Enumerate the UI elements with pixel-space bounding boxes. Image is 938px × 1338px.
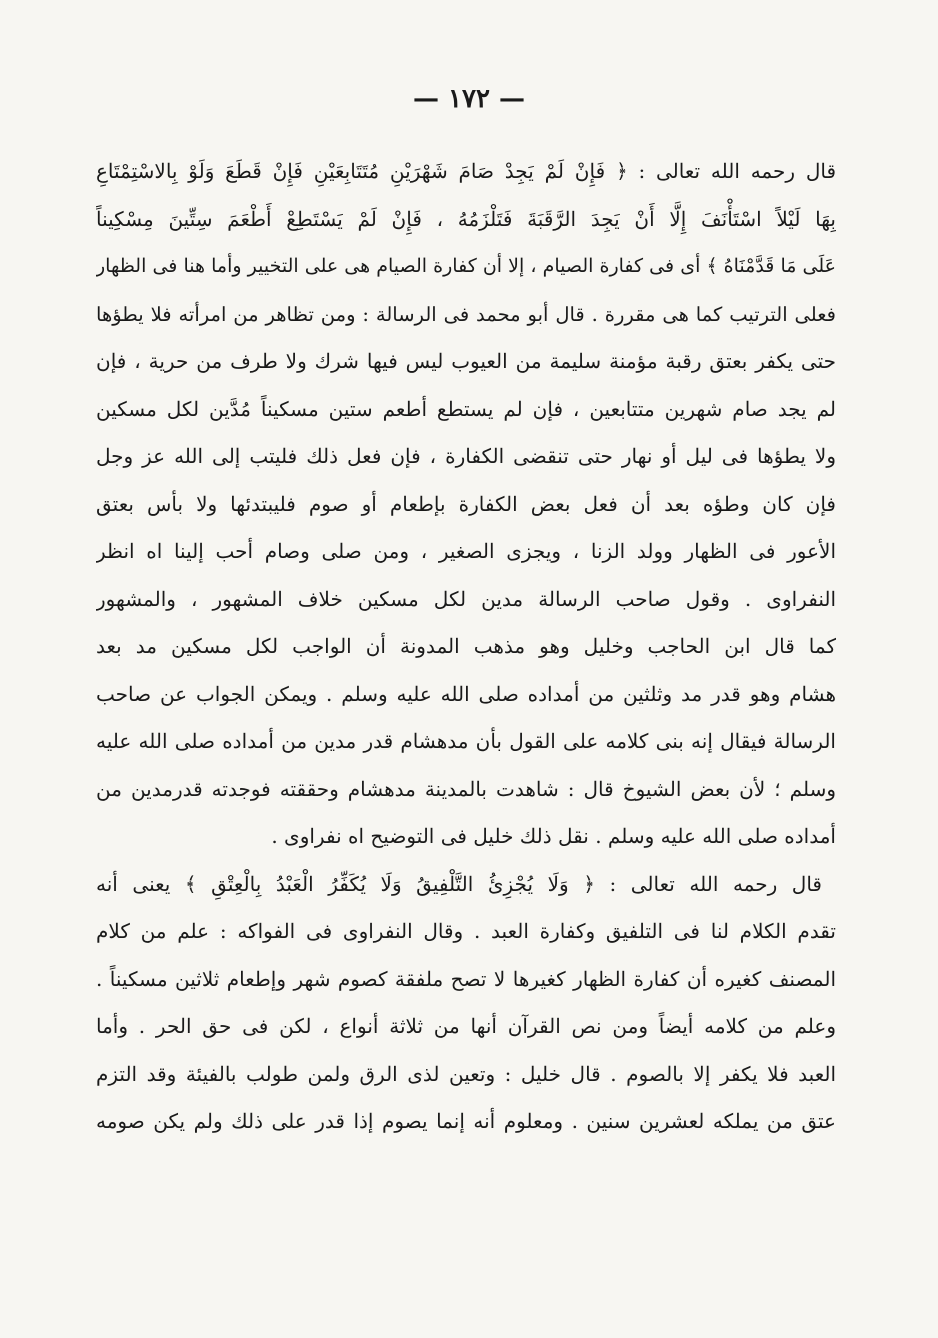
text-line: كما قال ابن الحاجب وخليل وهو مذهب المدونة أن الواجب لكل مسكين مد بعد (96, 634, 836, 658)
text-line: وعلم من كلامه أيضاً ومن نص القرآن أنها من ثلاثة أنواع ، لكن فى حق الحر . وأما (96, 1014, 836, 1038)
text-line: الأعور فى الظهار وولد الزنا ، ويجزى الصغير ، ومن صلى وصام أحب إلينا اه انظر (96, 539, 836, 563)
text-line: المصنف كغيره أن كفارة الظهار كغيرها لا تصح ملفقة كصوم شهر وإطعام ثلاثين مسكيناً . (96, 966, 836, 991)
text-line: هشام وهو قدر مد وثلثين من أمداده صلى الله عليه وسلم . ويمكن الجواب عن صاحب (96, 681, 836, 706)
text-line: فإن كان وطؤه بعد أن فعل بعض الكفارة بإطعام أو صوم فليبتدئها ولا بأس بعتق (96, 491, 836, 516)
page-number: — ١٧٢ — (412, 84, 526, 114)
body-text (96, 148, 836, 1146)
text-line: حتى يكفر بعتق رقبة مؤمنة سليمة من العيوب ليس فيها شرك ولا طرف من حرية ، فإن (96, 349, 836, 373)
text-line: الرسالة فيقال إنه بنى كلامه على القول بأن مدهشام قدر مدين من أمداده صلى الله عليه (96, 729, 836, 753)
text-line: بِهَا لَيْلاً اسْتَأْنَفَ إِلَّا أَنْ يَجِدَ الرَّقَبَةَ فَتَلْزَمُهُ ، فَإِنْ لَمْ يَسْتَطِعْ أَطْعَمَ سِتِّينَ مِسْكِيناً (96, 206, 836, 231)
text-line: النفراوى . وقول صاحب الرسالة مدين لكل مسكين خلاف المشهور ، والمشهور (96, 586, 836, 611)
text-line: قال رحمه الله تعالى : ﴿ وَلَا يُجْزِئُ التَّلْفِيقُ وَلَا يُكَفِّرُ الْعَبْدُ بِالْعِتْقِ ﴾ يعنى أنه (96, 871, 822, 896)
text-line: عتق من يملكه لعشرين سنين . ومعلوم أنه إنما يصوم إذا قدر على ذلك ولم يكن صومه (96, 1109, 836, 1133)
text-line: تقدم الكلام لنا فى التلفيق وكفارة العبد . وقال النفراوى فى الفواكه : علم من كلام (96, 919, 836, 943)
text-line: العبد فلا يكفر إلا بالصوم . قال خليل : وتعين لذى الرق ولمن طولب بالفيئة وقد التزم (96, 1061, 836, 1086)
text-line: لم يجد صام شهرين متتابعين ، فإن لم يستطع أطعم ستين مسكيناً مُدَّين لكل مسكين (96, 396, 836, 421)
text-line: عَلَى مَا قَدَّمْنَاهُ ﴾ أى فى كفارة الصيام ، إلا أن كفارة الصيام هى على التخيير وأما هنا فى الظهار (96, 255, 836, 277)
text-line: قال رحمه الله تعالى : ﴿ فَإِنْ لَمْ يَجِدْ صَامَ شَهْرَيْنِ مُتَتَابِعَيْنِ فَإِنْ قَطَعَ وَلَوْ بِالاسْتِمْتَاعِ (96, 159, 836, 183)
text-line: وسلم ؛ لأن بعض الشيوخ قال : شاهدت بالمدينة مدهشام وحققته فوجدته قدرمدين من (96, 776, 836, 801)
text-line: فعلى الترتيب كما هى مقررة . قال أبو محمد فى الرسالة : ومن تظاهر من امرأته فلا يطؤها (96, 302, 836, 326)
text-line: أمداده صلى الله عليه وسلم . نقل ذلك خليل فى التوضيح اه نفراوى . (271, 824, 836, 848)
text-line: ولا يطؤها فى ليل أو نهار حتى تنقضى الكفارة ، فإن فعل ذلك فليتب إلى الله عز وجل (96, 444, 836, 468)
